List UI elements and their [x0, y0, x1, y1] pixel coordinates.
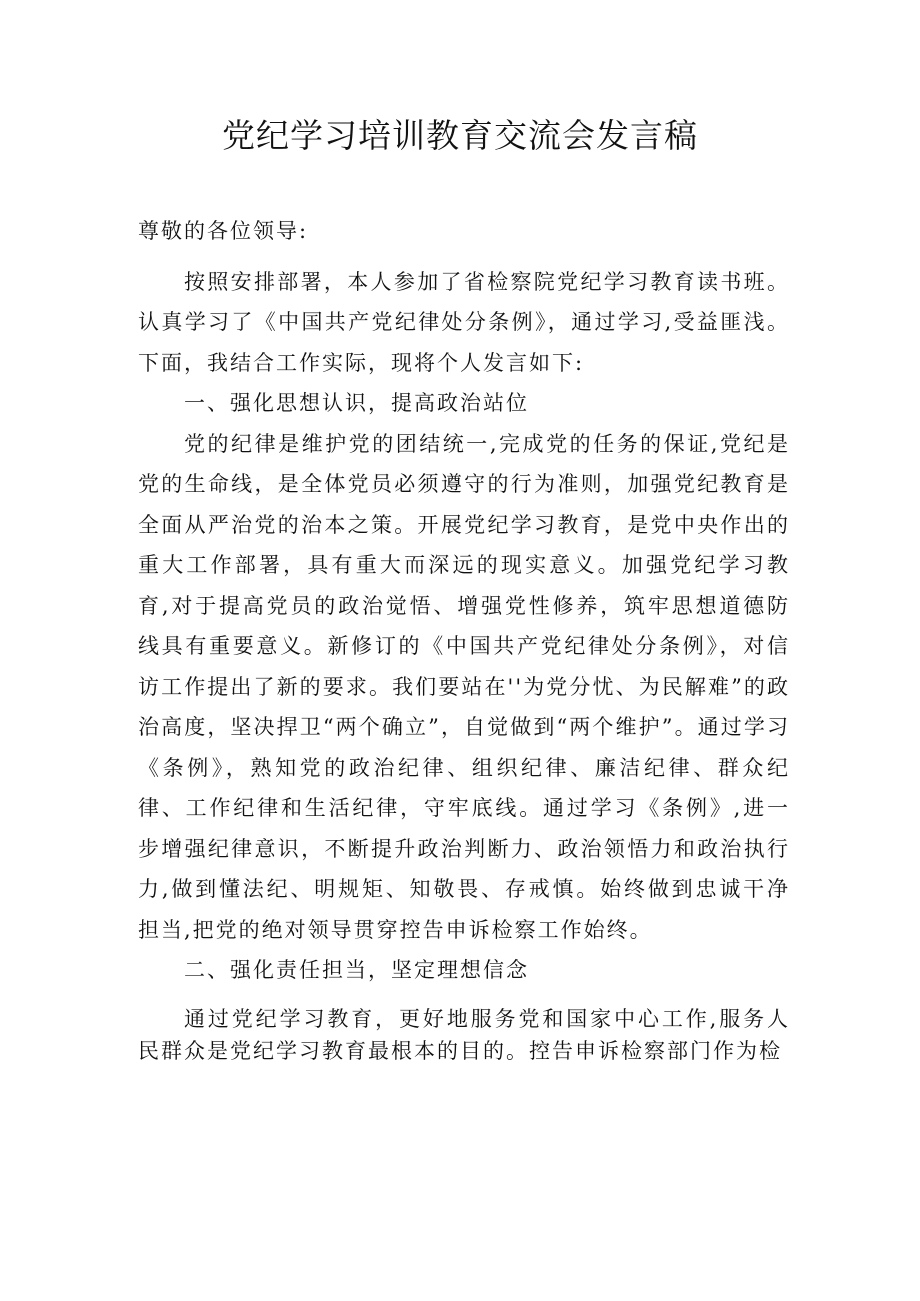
paragraph-section-2: 通过党纪学习教育，更好地服务党和国家中心工作,服务人民群众是党纪学习教育最根本的目的。控告申诉检察部门作为检: [138, 1006, 790, 1063]
paragraph-intro: 按照安排部署，本人参加了省检察院党纪学习教育读书班。认真学习了《中国共产党纪律处分条例》，通过学习,受益匪浅。下面，我结合工作实际，现将个人发言如下:: [138, 269, 790, 375]
section-heading-2: 二、强化责任担当，坚定理想信念: [184, 958, 529, 982]
document-title: 党纪学习培训教育交流会发言稿: [222, 116, 698, 155]
document-body: [138, 211, 790, 1067]
salutation: 尊敬的各位领导:: [138, 219, 309, 243]
paragraph-section-1: 党的纪律是维护党的团结统一,完成党的任务的保证,党纪是党的生命线，是全体党员必须遵守的行为准则，加强党纪教育是全面从严治党的治本之策。开展党纪学习教育，是党中央作出的重大工作部署，具有重大而深远的现实意义。加强党纪学习教育,对于提高党员的政治觉悟、增强党性修养，筑牢思想道德防线具有重要意义。新修订的《中国共产党纪律处分条例》，对信访工作提出了新的要求。我们要站在''为党分忧、为民解难”的政治高度，坚决捍卫“两个确立”，自觉做到“两个维护”。通过学习《条例》，熟知党的政治纪律、组织纪律、廉洁纪律、群众纪律、工作纪律和生活纪律，守牢底线。通过学习《条例》,进一步增强纪律意识，不断提升政治判断力、政治领悟力和政治执行力,做到懂法纪、明规矩、知敬畏、存戒慎。始终做到忠诚干净担当,把党的绝对领导贯穿控告申诉检察工作始终。: [138, 431, 790, 942]
section-heading-1: 一、强化思想认识，提高政治站位: [184, 391, 529, 415]
